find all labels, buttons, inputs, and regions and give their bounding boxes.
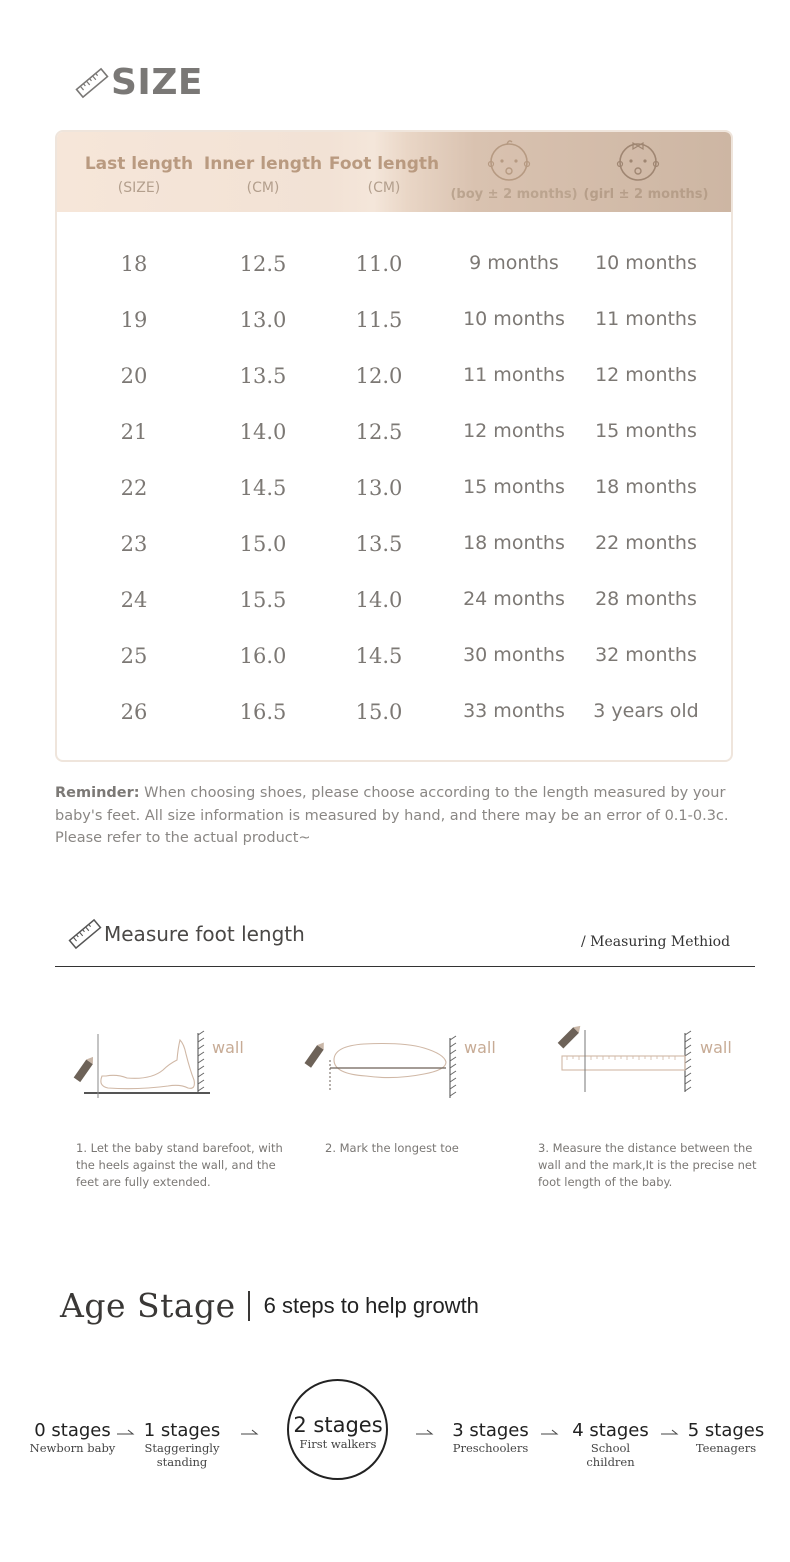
cell-girl-age: 3 years old <box>593 700 699 722</box>
stage-desc: First walkers <box>299 1437 377 1451</box>
cell-last-length: 21 <box>120 420 148 444</box>
header-foot-length <box>324 154 444 196</box>
age-stage-subtitle: 6 steps to help growth <box>263 1292 479 1318</box>
table-row <box>57 420 731 460</box>
arrow-right-icon <box>540 1427 560 1437</box>
table-row <box>57 476 731 516</box>
arrow-right-icon <box>415 1427 435 1437</box>
cell-last-length: 23 <box>120 532 148 556</box>
header-unit: (SIZE) <box>117 180 161 196</box>
cell-foot-length: 11.0 <box>355 252 403 276</box>
wall-label: wall <box>700 1038 732 1057</box>
cell-boy-age: 33 months <box>463 700 565 722</box>
cell-boy-age: 24 months <box>463 588 565 610</box>
cell-girl-age: 28 months <box>595 588 697 610</box>
ruler-icon <box>75 66 109 100</box>
header-label: Last length <box>84 154 194 174</box>
cell-last-length: 18 <box>120 252 148 276</box>
stage-name: 2 stages <box>293 1413 383 1437</box>
cell-girl-age: 18 months <box>595 476 697 498</box>
size-table-header <box>57 132 731 212</box>
cell-last-length: 25 <box>120 644 148 668</box>
stage-desc: Preschoolers <box>452 1441 529 1455</box>
stage-name: 5 stages <box>687 1420 765 1441</box>
cell-last-length: 19 <box>120 308 148 332</box>
size-table <box>55 130 733 762</box>
cell-boy-age: 15 months <box>463 476 565 498</box>
cell-girl-age: 15 months <box>595 420 697 442</box>
table-row <box>57 644 731 684</box>
table-row <box>57 588 731 628</box>
cell-last-length: 26 <box>120 700 148 724</box>
cell-inner-length: 14.5 <box>239 476 287 500</box>
size-title <box>75 62 203 103</box>
step1-illustration <box>70 1020 260 1105</box>
header-label: Foot length <box>328 154 440 174</box>
wall-label: wall <box>212 1038 244 1057</box>
cell-inner-length: 14.0 <box>239 420 287 444</box>
step2-text: 2. Mark the longest toe <box>325 1141 459 1155</box>
size-heading: SIZE <box>111 62 204 103</box>
cell-last-length: 22 <box>120 476 148 500</box>
cell-foot-length: 12.5 <box>355 420 403 444</box>
cell-boy-age: 11 months <box>463 364 565 386</box>
title-divider <box>248 1291 250 1321</box>
cell-girl-age: 10 months <box>595 252 697 274</box>
cell-inner-length: 13.5 <box>239 364 287 388</box>
stage-3 <box>443 1420 538 1455</box>
boy-age-label: (boy ± 2 months) <box>450 187 578 202</box>
header-unit: (CM) <box>367 180 401 196</box>
cell-boy-age: 18 months <box>463 532 565 554</box>
stage-name: 1 stages <box>143 1420 221 1441</box>
cell-girl-age: 32 months <box>595 644 697 666</box>
measuring-method-label: / Measuring Methiod <box>581 934 731 950</box>
step3-text: 3. Measure the distance between the wall and the mark,It is the precise net foot length of the baby. <box>538 1141 757 1189</box>
cell-inner-length: 12.5 <box>239 252 287 276</box>
header-inner-length <box>203 154 323 196</box>
cell-foot-length: 12.0 <box>355 364 403 388</box>
step3-illustration <box>555 1020 755 1105</box>
cell-inner-length: 16.5 <box>239 700 287 724</box>
wall-label: wall <box>464 1038 496 1057</box>
cell-boy-age: 10 months <box>463 308 565 330</box>
stage-name: 4 stages <box>572 1420 649 1441</box>
stage-name: 3 stages <box>452 1420 529 1441</box>
step1-text: 1. Let the baby stand barefoot, with the heels against the wall, and the feet are fully extended. <box>76 1141 283 1189</box>
cell-foot-length: 14.0 <box>355 588 403 612</box>
measure-heading <box>68 917 305 951</box>
reminder-label: Reminder: <box>55 785 140 801</box>
cell-girl-age: 22 months <box>595 532 697 554</box>
cell-foot-length: 15.0 <box>355 700 403 724</box>
cell-boy-age: 9 months <box>469 252 559 274</box>
girl-face-icon <box>614 138 662 184</box>
cell-foot-length: 13.5 <box>355 532 403 556</box>
step2-illustration <box>300 1020 510 1105</box>
cell-inner-length: 16.0 <box>239 644 287 668</box>
ruler-icon <box>68 917 102 951</box>
stage-desc: School children <box>586 1441 635 1469</box>
table-row <box>57 252 731 292</box>
measure-title: Measure foot length <box>104 922 305 946</box>
stage-5 <box>680 1420 772 1455</box>
girl-age-label: (girl ± 2 months) <box>583 187 709 202</box>
stage-1 <box>137 1420 227 1469</box>
cell-boy-age: 12 months <box>463 420 565 442</box>
cell-girl-age: 12 months <box>595 364 697 386</box>
stage-0 <box>25 1420 120 1455</box>
arrow-right-icon <box>240 1427 260 1437</box>
table-row <box>57 364 731 404</box>
stage-desc: Teenagers <box>695 1441 757 1455</box>
stage-4 <box>563 1420 658 1469</box>
cell-inner-length: 13.0 <box>239 308 287 332</box>
table-row <box>57 700 731 740</box>
stage-2 <box>288 1413 388 1451</box>
age-stage-title: Age Stage <box>60 1286 236 1325</box>
cell-foot-length: 13.0 <box>355 476 403 500</box>
cell-inner-length: 15.5 <box>239 588 287 612</box>
cell-last-length: 20 <box>120 364 148 388</box>
table-row <box>57 532 731 572</box>
boy-face-icon <box>485 138 533 184</box>
age-stage-heading <box>60 1286 479 1325</box>
stage-desc: Newborn baby <box>29 1441 116 1455</box>
header-label: Inner length <box>203 154 323 174</box>
header-unit: (CM) <box>246 180 280 196</box>
stage-desc: Staggeringly standing <box>144 1441 220 1469</box>
arrow-right-icon <box>660 1427 680 1437</box>
cell-foot-length: 14.5 <box>355 644 403 668</box>
reminder-text: When choosing shoes, please choose according to the length measured by your baby's feet. All size information is measured by hand, and there may be an error of 0.1-0.3c. Please refer to the actual product~ <box>55 785 729 846</box>
arrow-right-icon <box>116 1427 136 1437</box>
cell-inner-length: 15.0 <box>239 532 287 556</box>
header-last-length <box>79 154 199 196</box>
section-divider <box>55 966 755 967</box>
table-row <box>57 308 731 348</box>
reminder-note <box>55 782 745 850</box>
cell-last-length: 24 <box>120 588 148 612</box>
cell-foot-length: 11.5 <box>355 308 403 332</box>
stage-name: 0 stages <box>34 1420 111 1441</box>
cell-boy-age: 30 months <box>463 644 565 666</box>
cell-girl-age: 11 months <box>595 308 697 330</box>
